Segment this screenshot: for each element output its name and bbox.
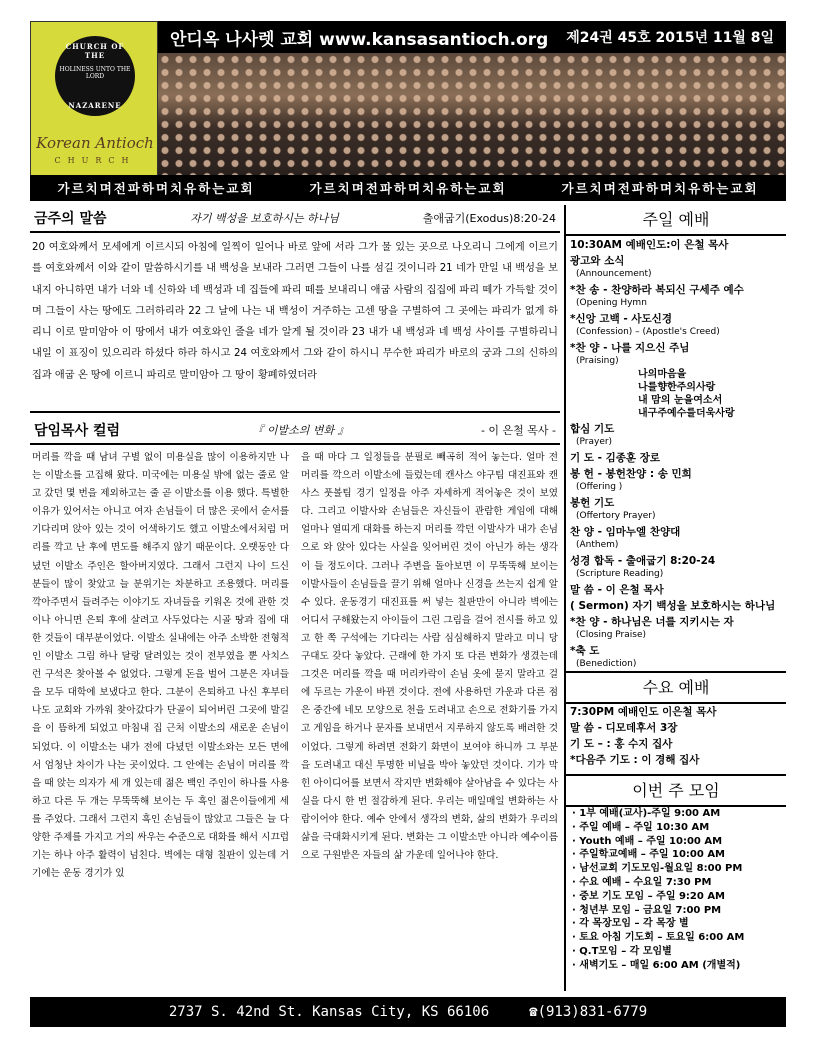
service-item (566, 452, 786, 465)
church-logo (30, 21, 158, 201)
meeting-item: · 남선교회 기도모임-월요일 8:00 PM (572, 863, 743, 875)
service-item-label: *신앙 고백 - 사도신경 (570, 313, 672, 325)
seal-arc-bottom: NAZARENE (68, 101, 122, 110)
service-item: *다음주 기도 : 이 경해 집사 (570, 754, 700, 766)
meeting-item: · 청년부 모임 – 금요일 7:00 PM (572, 904, 722, 916)
service-item-label: *찬 양 - 나를 지으신 주님 (570, 342, 690, 354)
scripture-title: 금주의 말씀 (34, 211, 107, 227)
service-item (566, 284, 786, 310)
service-item-label: 말 씀 - 이 은철 목사 (570, 584, 664, 596)
service-item (566, 584, 786, 597)
meeting-item: · Q.T모임 – 각 모임별 (572, 945, 672, 957)
header-bar (158, 21, 786, 53)
sunday-service-title: 주일 예배 (642, 210, 710, 229)
scripture-header (30, 205, 560, 231)
service-item (566, 497, 786, 523)
seal-motto: HOLINESS UNTO THE LORD (59, 66, 131, 80)
column-author: - 이 은철 목사 - (480, 424, 556, 437)
meeting-item: · 토요 아침 기도회 – 토요일 6:00 AM (572, 932, 745, 944)
service-item-english: (Offertory Prayer) (576, 511, 656, 521)
scripture-theme: 자기 백성을 보호하시는 하나님 (190, 212, 339, 225)
service-item (566, 313, 786, 339)
meeting-item: · 주일 예배 – 주일 10:30 AM (572, 821, 710, 833)
praise-song: 내 맘의 눈을여소서 (638, 395, 723, 406)
service-item-label: 봉헌 기도 (570, 497, 615, 509)
service-item-label: 광고와 소식 (570, 255, 625, 267)
service-item-english: (Opening Hymn (576, 298, 647, 308)
seal-arc-top: CHURCH OF THE (65, 42, 125, 60)
service-item-label: 기 도 - 김종훈 장로 (570, 452, 660, 464)
meeting-item: · 수요 예배 – 수요일 7:30 PM (572, 876, 712, 888)
meetings-list (566, 807, 786, 973)
logo-name: Korean Antioch (36, 134, 154, 152)
service-item-label: ( Sermon) 자기 백성을 보호하시는 하나님 (570, 600, 776, 612)
service-item-english: (Prayer) (576, 437, 613, 447)
sunday-service-order (566, 239, 786, 671)
slogan-text: 가르치며전파하며치유하는교회 (57, 181, 255, 196)
service-item (566, 255, 786, 281)
column-title: 담임목사 컬럼 (34, 423, 121, 439)
header-title: 안디옥 나사렛 교회 www.kansasantioch.org (170, 29, 549, 50)
service-item-label: *찬 양 - 하나님은 너를 지키시는 자 (570, 616, 734, 628)
service-item (566, 616, 786, 642)
service-item (566, 468, 786, 494)
service-item-english: (Benediction) (576, 659, 637, 669)
right-column (564, 205, 786, 991)
service-item-label: 봉 헌 - 봉헌찬양 : 송 민희 (570, 468, 692, 480)
column-text-right: 을 때 마다 그 일정들을 분필로 빼곡히 적어 놓는다. 얼마 전 머리를 깍으러 이발소에 들렀는데 캔사스 야구팀 대진표와 캔사스 풋볼팀 경기 일정을 아주 자세하게 적어놓은 것이 보였다. 그리고 이발사와 손님들은 자신들이 관람한 게임에 대해 얼마나 열띠게 대화를 하는지 머리를 깍던 이발사가 내가 손님으로 와 앉아 있다는 사실을 잊어버린 것이 아닌가 하는 생각이 들 정도이다. 그러나 주변을 돌아보면 이 무뚝뚝해 보이는 이발사들이 손님들을 끌기 위해 얼마나 신경을 쓰는지 쉽게 알 수 있다. 운동경기 대진표를 써 넣는 칠판만이 아니라 벽에는 어디서 구해왔는지 아이들이 그린 그림을 걸어 전시를 하고 있고 한 쪽 구석에는 기다리는 사람 심심해하지 말라고 미니 당구대도 갖다 놓았다. 근래에 한 가지 또 다른 변화가 생겼는데 그것은 머리를 깍을 때 머리카락이 손님 옷에 묻지 말라고 걸에 두르는 가운이 바뀐 것이다. 전에 사용하던 가운과 다른 점은 중간에 네모 모양으로 천을 도려내고 손으로 전화기를 가지고 게임을 하거나 문자를 보내면서 지루하지 않도록 배려한 것이었다. 그렇게 하려면 전화기 화면이 보여야 하니까 그 부분을 도려내고 대신 투명한 비닐을 박아 놓았던 것이다. 기가 막힌 아이디어를 보면서 작지만 변화해야 살아남을 수 있다는 사실을 다시 한 번 절감하게 된다. 우리는 매일매일 변화하는 사람이어야 한다. 예수 안에서 생각의 변화, 삶의 변화가 우리의 삶을 극대화시키게 된다. 변화는 그 이발소만 아니라 예수이름으로 구원받은 자들의 삶 가운데 일어나야 한다. (301, 452, 558, 862)
meetings-title: 이번 주 모임 (566, 774, 786, 805)
service-item-label: *축 도 (570, 645, 600, 657)
scripture-text: 20 여호와께서 모세에게 이르시되 아침에 일찍이 일어나 바로 앞에 서라 그가 물 있는 곳으로 나오리니 그에게 이르기를 여호와께서 이와 같이 말씀하시기를 내 백성을 보내라 그러면 그들이 나를 섬길 것이니라 21 네가 만일 내 백성을 보내지 아니하면 내가 너와 네 신하와 네 백성과 네 집들에 파리 떼를 보내리니 애굽 사람의 집집에 파리 떼가 가득할 것이며 그들이 사는 땅에도 그러하리라 22 그 날에 나는 내 백성이 거주하는 고센 땅을 구별하여 그 곳에는 파리가 없게 하리니 이로 말미암아 이 땅에서 내가 여호와인 줄을 네가 알게 될 것이라 23 내가 내 백성과 네 백성 사이를 구별하리니 내일 이 표징이 있으리라 하셨다 하라 하시고 24 여호와께서 그와 같이 하시니 무수한 파리가 바로의 궁과 그의 신하의 집과 애굽 온 땅에 이르니 파리로 말미암아 그 땅이 황폐하였더라 (32, 242, 558, 381)
praise-song: 내구주예수를더욱사랑 (638, 408, 735, 419)
service-item (566, 600, 786, 613)
nazarene-seal (55, 36, 135, 116)
service-item-english: (Anthem) (576, 540, 619, 550)
meeting-item: · Youth 예배 – 주일 10:00 AM (572, 835, 723, 847)
service-item-label: 10:30AM 예배인도:이 은철 목사 (570, 239, 729, 251)
wednesday-service-order (566, 704, 786, 768)
slogan-text: 가르치며전파하며치유하는교회 (309, 181, 507, 196)
service-item-english: (Confession) – (Apostle's Creed) (576, 327, 720, 337)
service-item-label: 합심 기도 (570, 423, 615, 435)
column-header (30, 417, 560, 443)
service-item-label: *찬 송 - 찬양하라 복되신 구세주 예수 (570, 284, 744, 296)
service-item: 말 씀 - 디모데후서 3장 (570, 722, 678, 734)
issue-date: 제24권 45호 2015년 11월 8일 (566, 30, 774, 46)
divider (30, 411, 560, 413)
wednesday-service-title: 수요 예배 (566, 671, 786, 702)
service-item-english: (Offering ) (576, 482, 623, 492)
slogan-text: 가르치며전파하며치유하는교회 (561, 181, 759, 196)
meeting-item: · 각 목장모임 – 각 목장 별 (572, 918, 689, 930)
service-item (566, 555, 786, 581)
column-body (30, 445, 560, 1007)
left-column (30, 205, 560, 1007)
praise-song: 나의마음을 (638, 369, 687, 380)
footer-address: 2737 S. 42nd St. Kansas City, KS 66106 (168, 1004, 490, 1020)
scripture-reference: 출애굽기(Exodus)8:20-24 (422, 212, 556, 225)
service-item-english: (Praising) (576, 356, 619, 366)
service-item-english: (Announcement) (576, 269, 652, 279)
service-item: 기 도 – : 홍 수지 집사 (570, 738, 673, 750)
service-item-label: 성경 합독 - 출애굽기 8:20-24 (570, 555, 716, 567)
footer-bar (30, 997, 786, 1027)
service-item (566, 239, 786, 252)
service-item (566, 645, 786, 671)
meeting-item: · 새벽기도 – 매일 6:00 AM (개별적) (572, 959, 741, 971)
service-item (566, 526, 786, 552)
footer-phone: ☎(913)831-6779 (529, 1004, 648, 1020)
service-item-label: 찬 양 - 임마누엘 찬양대 (570, 526, 681, 538)
congregation-photo (158, 53, 786, 175)
meeting-item: · 주일학교예배 – 주일 10:00 AM (572, 849, 726, 861)
service-item (566, 342, 786, 420)
service-item-english: (Closing Praise) (576, 630, 646, 640)
divider (566, 234, 786, 236)
logo-church: CHURCH (54, 156, 136, 165)
meeting-item: · 1부 예배(교사)-주일 9:00 AM (572, 808, 721, 819)
column-theme: 『 이발소의 변화 』 (252, 424, 349, 437)
praise-song: 나를향한주의사랑 (638, 382, 716, 393)
service-item: 7:30PM 예배인도 이은철 목사 (570, 706, 717, 718)
column-text-left: 머리를 깍을 때 남녀 구별 없이 미용실을 많이 이용하지만 나는 이발소를 고집해 왔다. 미국에는 미용실 밖에 없는 줄로 알고 갔던 몇 번을 제외하고는 줄 곧 이발소를 이용 했다. 특별한 이유가 있어서는 아니고 여자 손님들이 더 많은 곳에서 순서를 기다리며 앉아 있는 것이 어색하기도 했고 이발소에서처럼 머리를 깍고 난 후에 면도를 해주지 않기 때문이다. 오랫동안 다녔던 이발소 주인은 할아버지였다. 그래서 그런지 나이 드신 분들이 많이 찾았고 늘 분위기는 차분하고 조용했다. 머리를 깍아주면서 들려주는 이야기도 자녀들을 키워온 것에 관한 것이나 아니면 은퇴 후에 살려고 사두었다는 시골 땅과 집에 대한 것들이 대부분이었다. 이발소 실내에는 아주 소박한 전형적인 이발소 그림 하나 달랑 달려있는 것이 전부였을 뿐 사치스런 구석은 찾아볼 수 없었다. 그렇게 돈을 벌어 그분은 자녀들을 모두 대학에 보냈다고 한다. 그분이 은퇴하고 나신 후부터 나도 교회와 가까워 찾아갔다가 단골이 되어버린 그곳에 발길을 이 뜸하게 되었고 마침내 집 근처 이발소의 새로운 손님이 되었다. 이 이발소는 내가 전에 다녔던 이발소와는 모든 면에서 엄청난 차이가 나는 곳이었다. 그 안에는 손님이 머리를 깍을 때 앉는 의자가 세 개 있는데 젊은 백인 주인이 하나를 사용하고 다른 두 개는 무뚝뚝해 보이는 두 흑인 젊은이들에게 세를 주었다. 그래서 그런지 흑인 손님들이 많았고 그들은 늘 다양한 주제를 가지고 거의 싸우는 수준으로 대화를 해서 시끄럽기는 하나 아주 활력이 넘친다. 벽에는 대형 칠판이 있는데 거기에는 운동 경기가 있 (32, 452, 289, 880)
meeting-item: · 중보 기도 모임 – 주일 9:20 AM (572, 890, 726, 902)
slogan-bar (30, 175, 786, 201)
service-item (566, 423, 786, 449)
service-item-english: (Scripture Reading) (576, 569, 664, 579)
